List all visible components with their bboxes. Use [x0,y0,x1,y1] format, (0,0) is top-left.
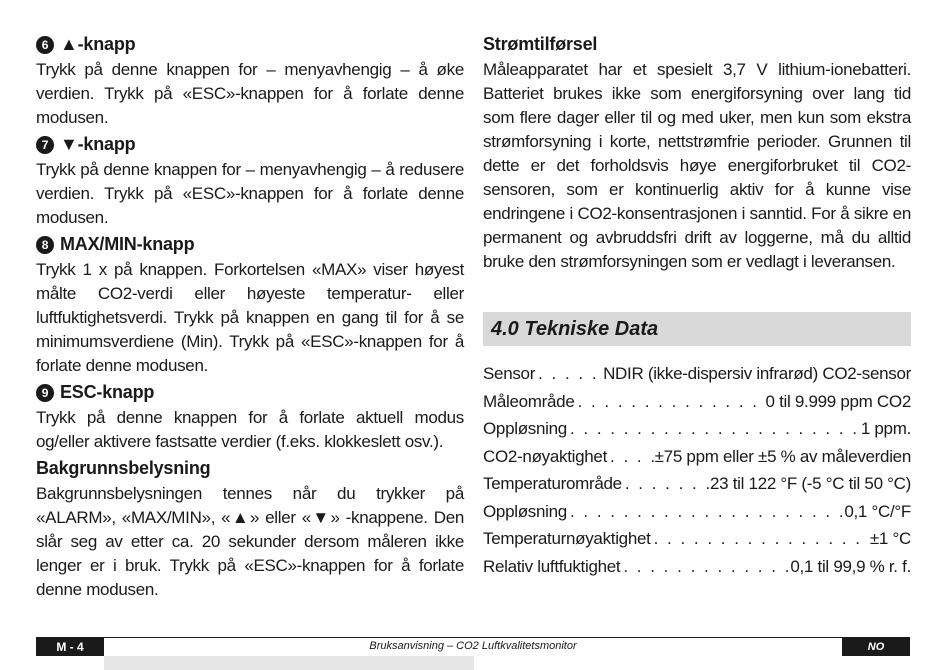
section-title: ESC-knapp [60,382,155,402]
left-column [36,30,464,602]
number-badge: 7 [36,136,54,154]
spec-value: 0 til 9.999 ppm CO2 [765,391,911,411]
section-text: Bakgrunnsbelysningen tennes når du trykker på «ALARM», «MAX/MIN», «▲» eller «▼» -knappene. Den slår seg av etter ca. 20 sekunder dersom måleren ikke lenger er i bruk. Trykk på «ESC»-knappen for å forlate denne modusen. [36,484,464,599]
section-heading [483,34,911,55]
section-text: Trykk på denne knappen for å forlate aktuell modus og/eller aktivere fastsatte verdier (f.eks. klokkeslett osv.). [36,408,464,451]
section-heading [36,458,464,479]
spec-value: NDIR (ikke-dispersiv infrarød) CO2-sensor [603,364,911,383]
leader-dots [575,388,766,416]
leader-dots [607,443,655,471]
section-text: Trykk på denne knappen for – menyavhengig – å redusere verdien. Trykk på «ESC»-knappen for å forlate denne modusen. [36,160,464,227]
tech-data-heading [483,312,911,346]
spec-row [483,388,911,416]
tech-data-title: 4.0 Tekniske Data [491,317,659,340]
number-badge: 9 [36,384,54,402]
leader-dots [651,525,870,553]
spec-list [483,360,911,580]
page-footer [36,637,910,658]
spec-row [483,553,911,581]
spec-row [483,498,911,526]
spec-label: CO2-nøyaktighet [483,446,607,466]
section-backlight [36,458,464,602]
leader-dots [567,498,844,526]
spec-value: 1 ppm. [860,419,911,438]
spec-row [483,470,911,498]
section-title: MAX/MIN-knapp [60,234,195,254]
language-code: NO [842,638,910,656]
section-heading [36,234,464,255]
spec-row [483,415,911,443]
spec-row [483,525,911,553]
spec-label: Oppløsning [483,419,567,438]
section-text: Trykk på denne knappen for – menyavhengig – å øke verdien. Trykk på «ESC»-knappen for å forlate denne modusen. [36,60,464,127]
spec-label: Relativ luftfuktighet [483,556,621,576]
section-heading [36,34,464,55]
right-column [483,30,911,580]
section-title: Strømtilførsel [483,34,598,54]
number-badge: 6 [36,36,54,54]
section-heading [36,134,464,155]
section-maxmin-button [36,234,464,378]
section-down-button [36,134,464,230]
spec-label: Oppløsning [483,501,567,521]
section-title: ▲-knapp [60,34,136,54]
leader-dots [567,415,861,443]
leader-dots [535,360,603,388]
spacer [483,274,911,312]
section-text: Måleapparatet har et spesielt 3,7 V lithium-ionebatteri. Batteriet brukes ikke som energiforsyning over lang tid som flere dager eller til og med uker, men kun som ekstra strømforsyning i korte, nettstrømfrie perioder. Grunnen til dette er det forholdsvis høye energiforbruket til CO2-sensoren, som er kontinuerlig aktiv for å kunne vise endringene i CO2-konsentrasjonen i sanntid. For å sikre en permanent og avbruddsfri drift av loggerne, må du alltid bruke den strømforsyningen som er vedlagt i leveransen. [483,60,911,271]
leader-dots [622,470,710,498]
spec-value: 0,1 °C/°F [844,501,911,521]
section-up-button [36,34,464,130]
spec-row [483,360,911,388]
spec-value: ±1 °C [869,529,911,548]
section-title: ▼-knapp [60,134,136,154]
spec-label: Temperaturnøyaktighet [483,529,651,548]
section-esc-button [36,382,464,454]
spec-value: 0,1 til 99,9 % r. f. [790,556,911,576]
footer-title: Bruksanvisning – CO2 Luftkvalitetsmonitor [369,640,577,652]
footer-decoration [104,656,474,670]
spec-label: Måleområde [483,391,575,411]
spec-value: ±75 ppm eller ±5 % av måleverdien [654,446,911,466]
spec-label: Temperaturområde [483,474,622,493]
section-text: Trykk 1 x på knappen. Forkortelsen «MAX» viser høyest målte CO2-verdi eller høyeste temperatur- eller luftfuktighetsverdi. Trykk på knappen en gang til for å se minimumsverdiene (Min). Trykk på «ESC»-knappen for å forlate denne modusen. [36,260,464,375]
section-title: Bakgrunnsbelysning [36,458,211,478]
leader-dots [620,553,790,581]
section-heading [36,382,464,403]
spec-value: 23 til 122 °F (-5 °C til 50 °C) [710,474,911,493]
page-number: M - 4 [36,638,104,656]
spec-row [483,443,911,471]
section-power [483,34,911,274]
number-badge: 8 [36,236,54,254]
spec-label: Sensor [483,364,536,383]
